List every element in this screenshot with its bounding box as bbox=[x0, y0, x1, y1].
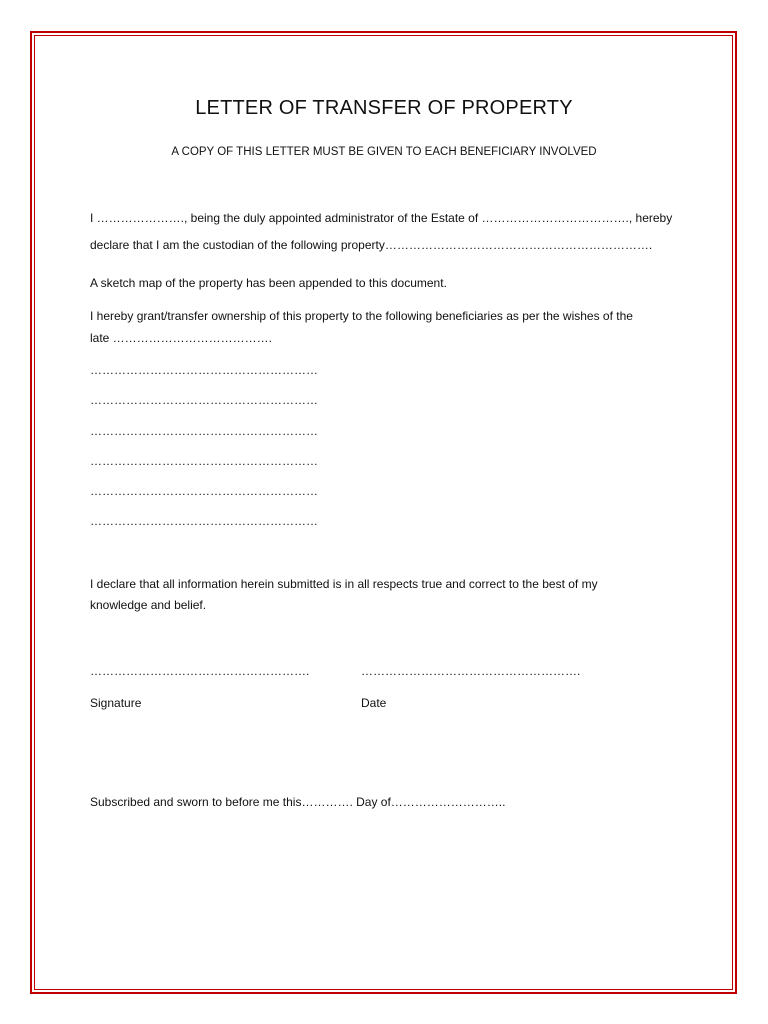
sworn-statement: Subscribed and sworn to before me this…………. Day of……………………….. bbox=[90, 795, 506, 809]
signature-blank: ………………………………………………. bbox=[90, 664, 310, 678]
paragraph-3-line-1: I hereby grant/transfer ownership of this property to the following beneficiaries as per the wishes of the bbox=[90, 309, 633, 323]
page-border-inner bbox=[34, 35, 733, 990]
beneficiary-line: ………………………………………………… bbox=[90, 454, 318, 468]
paragraph-1-line-2: declare that I am the custodian of the following property…………………………………………………………. bbox=[90, 238, 653, 252]
paragraph-2: A sketch map of the property has been appended to this document. bbox=[90, 276, 447, 290]
paragraph-1-line-1: I …………………., being the duly appointed administrator of the Estate of ………………………………., hereby bbox=[90, 211, 673, 225]
date-blank: ………………………………………………. bbox=[361, 664, 581, 678]
document-subtitle: A COPY OF THIS LETTER MUST BE GIVEN TO EACH BENEFICIARY INVOLVED bbox=[171, 146, 597, 158]
date-label: Date bbox=[361, 696, 387, 710]
beneficiary-line: ………………………………………………… bbox=[90, 484, 318, 498]
declaration-line-2: knowledge and belief. bbox=[90, 598, 207, 612]
beneficiary-line: ………………………………………………… bbox=[90, 363, 318, 377]
paragraph-3-line-2: late …………………………………. bbox=[90, 331, 273, 345]
beneficiary-line: ………………………………………………… bbox=[90, 424, 318, 438]
document-title: LETTER OF TRANSFER OF PROPERTY bbox=[195, 97, 573, 119]
signature-label: Signature bbox=[90, 696, 142, 710]
beneficiary-line: ………………………………………………… bbox=[90, 514, 318, 528]
beneficiary-line: ………………………………………………… bbox=[90, 393, 318, 407]
declaration-line-1: I declare that all information herein submitted is in all respects true and correct to the best of my bbox=[90, 577, 598, 591]
